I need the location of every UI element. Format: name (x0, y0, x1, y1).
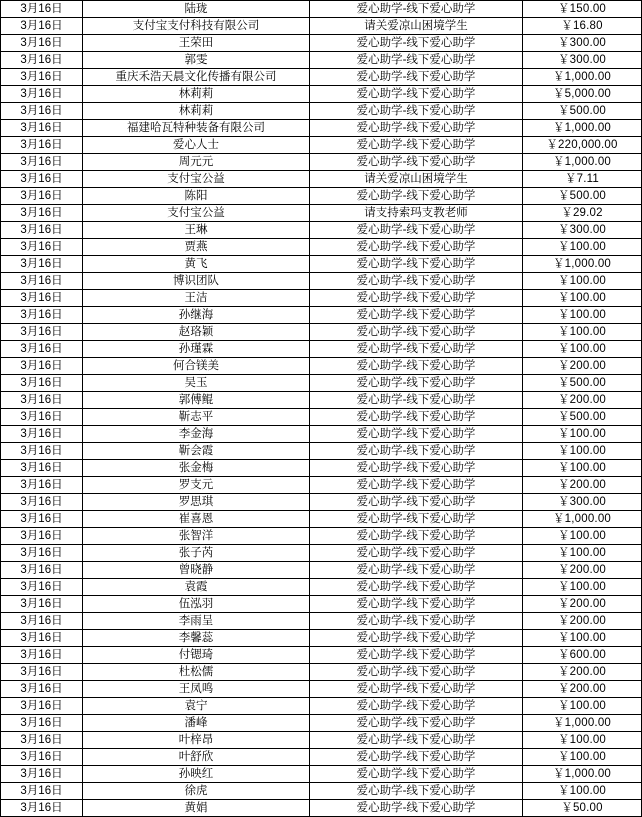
donation-amount: ￥300.00 (523, 35, 642, 52)
donation-date: 3月16日 (1, 392, 83, 409)
donation-amount: ￥100.00 (523, 749, 642, 766)
donation-amount: ￥1,000.00 (523, 715, 642, 732)
donation-project: 爱心助学-线下爱心助学 (310, 307, 523, 324)
table-row (1, 460, 642, 477)
table-row (1, 545, 642, 562)
donation-date: 3月16日 (1, 103, 83, 120)
donation-project: 爱心助学-线下爱心助学 (310, 69, 523, 86)
table-row (1, 749, 642, 766)
donation-amount: ￥16.80 (523, 18, 642, 35)
donor-name: 徐虎 (83, 783, 310, 800)
donation-project: 爱心助学-线下爱心助学 (310, 715, 523, 732)
donation-project: 爱心助学-线下爱心助学 (310, 681, 523, 698)
donor-name: 陆珑 (83, 1, 310, 18)
table-row (1, 222, 642, 239)
table-row (1, 69, 642, 86)
table-row (1, 494, 642, 511)
donation-amount: ￥100.00 (523, 630, 642, 647)
donation-project: 爱心助学-线下爱心助学 (310, 647, 523, 664)
donation-amount: ￥150.00 (523, 1, 642, 18)
donation-amount: ￥200.00 (523, 392, 642, 409)
donation-project: 爱心助学-线下爱心助学 (310, 630, 523, 647)
donation-date: 3月16日 (1, 426, 83, 443)
donation-project: 爱心助学-线下爱心助学 (310, 460, 523, 477)
donation-date: 3月16日 (1, 18, 83, 35)
donation-amount: ￥200.00 (523, 681, 642, 698)
donation-date: 3月16日 (1, 596, 83, 613)
table-row (1, 324, 642, 341)
donation-date: 3月16日 (1, 239, 83, 256)
donation-amount: ￥100.00 (523, 239, 642, 256)
donation-amount: ￥200.00 (523, 562, 642, 579)
donor-name: 叶梓昂 (83, 732, 310, 749)
donation-amount: ￥500.00 (523, 375, 642, 392)
table-row (1, 290, 642, 307)
donation-date: 3月16日 (1, 698, 83, 715)
donor-name: 孙瑾霖 (83, 341, 310, 358)
donor-name: 袁宁 (83, 698, 310, 715)
donation-project: 请关爱凉山困境学生 (310, 18, 523, 35)
donation-project: 爱心助学-线下爱心助学 (310, 324, 523, 341)
donor-name: 吴玉 (83, 375, 310, 392)
donation-project: 爱心助学-线下爱心助学 (310, 426, 523, 443)
donation-project: 爱心助学-线下爱心助学 (310, 783, 523, 800)
donation-project: 爱心助学-线下爱心助学 (310, 222, 523, 239)
donation-amount: ￥1,000.00 (523, 256, 642, 273)
table-row (1, 171, 642, 188)
table-row (1, 681, 642, 698)
donor-name: 张智洋 (83, 528, 310, 545)
table-row (1, 239, 642, 256)
donor-name: 杜松儒 (83, 664, 310, 681)
table-row (1, 358, 642, 375)
table-row (1, 137, 642, 154)
table-row (1, 630, 642, 647)
donation-date: 3月16日 (1, 188, 83, 205)
donor-name: 张子芮 (83, 545, 310, 562)
donation-amount: ￥100.00 (523, 528, 642, 545)
donation-amount: ￥200.00 (523, 477, 642, 494)
table-row (1, 392, 642, 409)
donation-project: 爱心助学-线下爱心助学 (310, 375, 523, 392)
donation-project: 爱心助学-线下爱心助学 (310, 800, 523, 817)
donation-project: 爱心助学-线下爱心助学 (310, 86, 523, 103)
donation-date: 3月16日 (1, 1, 83, 18)
donation-amount: ￥300.00 (523, 222, 642, 239)
donation-amount: ￥50.00 (523, 800, 642, 817)
table-row (1, 188, 642, 205)
donor-name: 袁霞 (83, 579, 310, 596)
donation-date: 3月16日 (1, 511, 83, 528)
donation-project: 爱心助学-线下爱心助学 (310, 443, 523, 460)
donation-project: 爱心助学-线下爱心助学 (310, 120, 523, 137)
donor-name: 林莉莉 (83, 86, 310, 103)
table-row (1, 341, 642, 358)
donor-name: 支付宝公益 (83, 205, 310, 222)
table-row (1, 715, 642, 732)
donation-project: 爱心助学-线下爱心助学 (310, 494, 523, 511)
donation-date: 3月16日 (1, 120, 83, 137)
donor-name: 贾燕 (83, 239, 310, 256)
donation-date: 3月16日 (1, 409, 83, 426)
donation-date: 3月16日 (1, 358, 83, 375)
donation-project: 爱心助学-线下爱心助学 (310, 698, 523, 715)
donation-project: 爱心助学-线下爱心助学 (310, 1, 523, 18)
donation-date: 3月16日 (1, 562, 83, 579)
donor-name: 靳会霞 (83, 443, 310, 460)
donation-amount: ￥200.00 (523, 596, 642, 613)
donation-project: 爱心助学-线下爱心助学 (310, 562, 523, 579)
donation-amount: ￥100.00 (523, 426, 642, 443)
donor-name: 张金梅 (83, 460, 310, 477)
donor-name: 罗思琪 (83, 494, 310, 511)
donation-project: 爱心助学-线下爱心助学 (310, 256, 523, 273)
table-row (1, 1, 642, 18)
donor-name: 郭傅鲲 (83, 392, 310, 409)
table-row (1, 307, 642, 324)
table-row (1, 766, 642, 783)
donor-name: 爱心人士 (83, 137, 310, 154)
donation-amount: ￥100.00 (523, 579, 642, 596)
donation-amount: ￥100.00 (523, 341, 642, 358)
donation-date: 3月16日 (1, 783, 83, 800)
donation-project: 爱心助学-线下爱心助学 (310, 511, 523, 528)
donation-date: 3月16日 (1, 137, 83, 154)
donor-name: 陈阳 (83, 188, 310, 205)
table-row (1, 409, 642, 426)
donation-project: 爱心助学-线下爱心助学 (310, 239, 523, 256)
donation-date: 3月16日 (1, 307, 83, 324)
donor-name: 重庆禾浩天晨文化传播有限公司 (83, 69, 310, 86)
donor-name: 罗支元 (83, 477, 310, 494)
donation-date: 3月16日 (1, 154, 83, 171)
donation-project: 爱心助学-线下爱心助学 (310, 732, 523, 749)
donation-project: 爱心助学-线下爱心助学 (310, 35, 523, 52)
donation-amount: ￥1,000.00 (523, 154, 642, 171)
donor-name: 李雨呈 (83, 613, 310, 630)
donor-name: 黄飞 (83, 256, 310, 273)
donation-amount: ￥100.00 (523, 783, 642, 800)
donor-name: 付锶琦 (83, 647, 310, 664)
table-row (1, 154, 642, 171)
donor-name: 孙映红 (83, 766, 310, 783)
donation-date: 3月16日 (1, 52, 83, 69)
donation-amount: ￥100.00 (523, 290, 642, 307)
donation-project: 爱心助学-线下爱心助学 (310, 545, 523, 562)
donation-amount: ￥100.00 (523, 273, 642, 290)
donation-amount: ￥500.00 (523, 409, 642, 426)
donor-name: 支付宝公益 (83, 171, 310, 188)
donation-date: 3月16日 (1, 69, 83, 86)
donor-name: 李馨蕊 (83, 630, 310, 647)
donation-amount: ￥1,000.00 (523, 511, 642, 528)
donation-date: 3月16日 (1, 460, 83, 477)
donor-name: 孙继海 (83, 307, 310, 324)
table-row (1, 511, 642, 528)
donor-name: 福建哈瓦特种装备有限公司 (83, 120, 310, 137)
table-row (1, 800, 642, 817)
donation-amount: ￥7.11 (523, 171, 642, 188)
donation-project: 爱心助学-线下爱心助学 (310, 290, 523, 307)
table-row (1, 426, 642, 443)
donation-date: 3月16日 (1, 545, 83, 562)
donor-name: 博识团队 (83, 273, 310, 290)
donor-name: 支付宝支付科技有限公司 (83, 18, 310, 35)
table-row (1, 103, 642, 120)
donation-amount: ￥300.00 (523, 52, 642, 69)
donor-name: 王琳 (83, 222, 310, 239)
donation-project: 爱心助学-线下爱心助学 (310, 341, 523, 358)
table-row (1, 205, 642, 222)
donation-date: 3月16日 (1, 715, 83, 732)
donation-project: 爱心助学-线下爱心助学 (310, 103, 523, 120)
table-row (1, 18, 642, 35)
donation-amount: ￥300.00 (523, 494, 642, 511)
donor-name: 李金海 (83, 426, 310, 443)
donation-date: 3月16日 (1, 443, 83, 460)
donation-amount: ￥100.00 (523, 460, 642, 477)
donation-date: 3月16日 (1, 375, 83, 392)
donation-amount: ￥1,000.00 (523, 766, 642, 783)
donation-amount: ￥200.00 (523, 358, 642, 375)
donor-name: 叶舒欣 (83, 749, 310, 766)
donation-project: 请支持索玛支教老师 (310, 205, 523, 222)
donation-amount: ￥100.00 (523, 732, 642, 749)
donation-date: 3月16日 (1, 613, 83, 630)
donation-date: 3月16日 (1, 749, 83, 766)
donation-date: 3月16日 (1, 273, 83, 290)
donation-project: 爱心助学-线下爱心助学 (310, 766, 523, 783)
donation-date: 3月16日 (1, 579, 83, 596)
donor-name: 王洁 (83, 290, 310, 307)
table-row (1, 86, 642, 103)
donation-date: 3月16日 (1, 341, 83, 358)
donation-amount: ￥200.00 (523, 613, 642, 630)
donation-date: 3月16日 (1, 732, 83, 749)
table-row (1, 273, 642, 290)
donor-name: 黄娟 (83, 800, 310, 817)
table-row (1, 256, 642, 273)
donor-name: 王凤鸣 (83, 681, 310, 698)
donor-name: 郭雯 (83, 52, 310, 69)
donation-project: 爱心助学-线下爱心助学 (310, 188, 523, 205)
donation-project: 爱心助学-线下爱心助学 (310, 664, 523, 681)
donation-amount: ￥100.00 (523, 443, 642, 460)
donation-project: 爱心助学-线下爱心助学 (310, 273, 523, 290)
donation-project: 爱心助学-线下爱心助学 (310, 528, 523, 545)
donor-name: 王荣田 (83, 35, 310, 52)
donation-project: 爱心助学-线下爱心助学 (310, 358, 523, 375)
table-row (1, 647, 642, 664)
donation-amount: ￥1,000.00 (523, 69, 642, 86)
table-row (1, 120, 642, 137)
donation-date: 3月16日 (1, 477, 83, 494)
donor-name: 伍泓羽 (83, 596, 310, 613)
donation-amount: ￥600.00 (523, 647, 642, 664)
table-row (1, 52, 642, 69)
donation-project: 爱心助学-线下爱心助学 (310, 52, 523, 69)
donation-amount: ￥29.02 (523, 205, 642, 222)
donation-amount: ￥1,000.00 (523, 120, 642, 137)
donor-name: 曾晓静 (83, 562, 310, 579)
donation-project: 爱心助学-线下爱心助学 (310, 477, 523, 494)
donation-amount: ￥220,000.00 (523, 137, 642, 154)
donation-project: 请关爱凉山困境学生 (310, 171, 523, 188)
table-row (1, 664, 642, 681)
donor-name: 周元元 (83, 154, 310, 171)
donation-date: 3月16日 (1, 681, 83, 698)
donation-date: 3月16日 (1, 647, 83, 664)
donation-project: 爱心助学-线下爱心助学 (310, 392, 523, 409)
donation-date: 3月16日 (1, 494, 83, 511)
donation-project: 爱心助学-线下爱心助学 (310, 613, 523, 630)
donation-project: 爱心助学-线下爱心助学 (310, 137, 523, 154)
donation-project: 爱心助学-线下爱心助学 (310, 596, 523, 613)
donor-name: 林莉莉 (83, 103, 310, 120)
table-row (1, 613, 642, 630)
donation-amount: ￥100.00 (523, 307, 642, 324)
donation-date: 3月16日 (1, 800, 83, 817)
donation-amount: ￥200.00 (523, 664, 642, 681)
donation-date: 3月16日 (1, 86, 83, 103)
donation-date: 3月16日 (1, 171, 83, 188)
donation-date: 3月16日 (1, 630, 83, 647)
donation-date: 3月16日 (1, 528, 83, 545)
table-row (1, 562, 642, 579)
donations-table-body (1, 1, 642, 817)
donor-name: 靳志平 (83, 409, 310, 426)
donation-amount: ￥100.00 (523, 698, 642, 715)
table-row (1, 732, 642, 749)
donation-amount: ￥100.00 (523, 545, 642, 562)
table-row (1, 579, 642, 596)
donor-name: 崔喜恩 (83, 511, 310, 528)
donation-date: 3月16日 (1, 324, 83, 341)
donor-name: 赵珞颖 (83, 324, 310, 341)
donation-date: 3月16日 (1, 766, 83, 783)
donation-date: 3月16日 (1, 290, 83, 307)
table-row (1, 443, 642, 460)
table-row (1, 477, 642, 494)
donation-amount: ￥5,000.00 (523, 86, 642, 103)
donation-amount: ￥500.00 (523, 188, 642, 205)
donation-date: 3月16日 (1, 35, 83, 52)
donation-project: 爱心助学-线下爱心助学 (310, 579, 523, 596)
donation-date: 3月16日 (1, 222, 83, 239)
table-row (1, 783, 642, 800)
donation-project: 爱心助学-线下爱心助学 (310, 409, 523, 426)
table-row (1, 698, 642, 715)
donation-date: 3月16日 (1, 664, 83, 681)
table-row (1, 528, 642, 545)
donor-name: 何合镁美 (83, 358, 310, 375)
donor-name: 潘峰 (83, 715, 310, 732)
table-row (1, 35, 642, 52)
donation-project: 爱心助学-线下爱心助学 (310, 154, 523, 171)
donation-project: 爱心助学-线下爱心助学 (310, 749, 523, 766)
table-row (1, 375, 642, 392)
donation-date: 3月16日 (1, 205, 83, 222)
donation-date: 3月16日 (1, 256, 83, 273)
donation-amount: ￥100.00 (523, 324, 642, 341)
donation-amount: ￥500.00 (523, 103, 642, 120)
table-row (1, 596, 642, 613)
